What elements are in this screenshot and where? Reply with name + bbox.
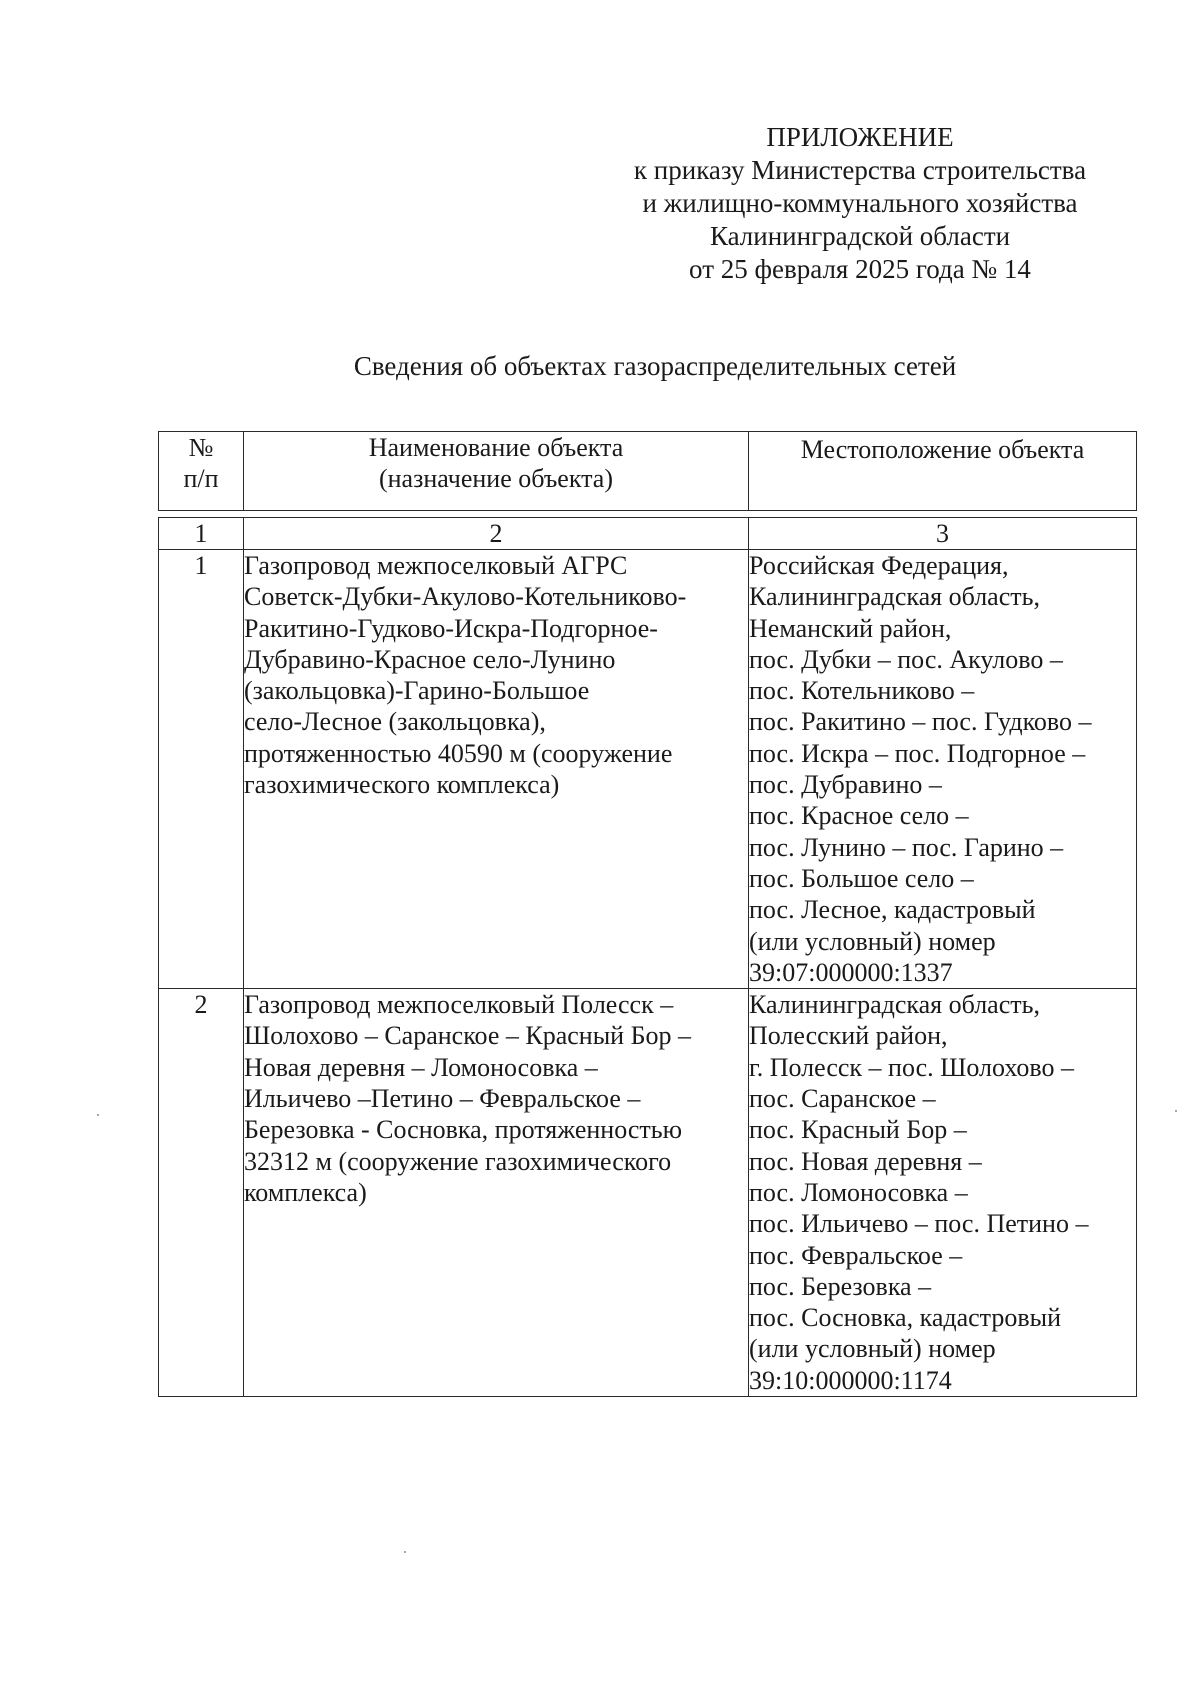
appendix-line: и жилищно-коммунального хозяйства <box>642 188 1078 218</box>
text-line: пос. Сосновка, кадастровый <box>749 1303 1062 1333</box>
text-line: Шолохово – Саранское – Красный Бор – <box>244 1021 692 1051</box>
column-number: 3 <box>749 518 1137 550</box>
text-line: пос. Дубки – пос. Акулово – <box>749 644 1063 674</box>
header-text: Наименование объекта <box>368 433 624 462</box>
text-line: 32312 м (сооружение газохимического <box>244 1146 672 1176</box>
appendix-title: ПРИЛОЖЕНИЕ <box>766 122 954 152</box>
column-number: 1 <box>159 518 244 550</box>
text-line: Ракитино-Гудково-Искра-Подгорное- <box>244 613 658 643</box>
text-line: протяженностью 40590 м (сооружение <box>244 738 673 768</box>
object-name <box>244 989 749 1397</box>
table-gap <box>159 511 1137 518</box>
appendix-date-line: от 25 февраля 2025 года № 14 <box>689 254 1031 284</box>
text-line: газохимического комплекса) <box>244 770 560 800</box>
header-text: (назначение объекта) <box>378 464 613 494</box>
scan-speck <box>97 1114 99 1116</box>
header-number <box>159 432 244 511</box>
text-line: Ильичево –Петино – Февральское – <box>244 1084 641 1114</box>
row-number: 2 <box>159 989 244 1397</box>
text-line: пос. Саранское – <box>749 1084 936 1114</box>
text-line: Калининградская область, <box>749 582 1040 612</box>
text-line: Российская Федерация, <box>749 551 1009 580</box>
text-line: пос. Красный Бор – <box>749 1115 967 1145</box>
table-header-row <box>159 432 1137 511</box>
text-line: комплекса) <box>244 1177 367 1207</box>
header-name <box>244 432 749 511</box>
table-row <box>159 550 1137 989</box>
text-line: Газопровод межпоселковый АГРС <box>244 551 628 580</box>
row-number: 1 <box>159 550 244 989</box>
text-line: Калининградская область, <box>749 990 1040 1020</box>
text-line: пос. Дубравино – <box>749 770 942 800</box>
text-line: пос. Ильичево – пос. Петино – <box>749 1209 1089 1239</box>
text-line: г. Полесск – пос. Шолохово – <box>749 1052 1074 1082</box>
text-line: пос. Красное село – <box>749 801 969 831</box>
object-location <box>749 989 1137 1397</box>
text-line: Дубравино-Красное село-Лунино <box>244 644 616 674</box>
text-line: пос. Большое село – <box>749 863 974 893</box>
text-line: Советск-Дубки-Акулово-Котельниково- <box>244 582 687 612</box>
appendix-line: к приказу Министерства строительства <box>633 155 1087 185</box>
scan-speck <box>404 1551 406 1553</box>
text-line: (или условный) номер <box>749 926 996 956</box>
document-title: Сведения об объектах газораспределительных сетей <box>353 351 957 381</box>
header-text: Местоположение объекта <box>800 435 1085 464</box>
text-line: Березовка - Сосновка, протяженностью <box>244 1115 683 1145</box>
cadastral-number: 39:07:000000:1337 <box>749 957 953 987</box>
column-number: 2 <box>244 518 749 550</box>
text-line: село-Лесное (закольцовка), <box>244 707 546 737</box>
text-line: пос. Лунино – пос. Гарино – <box>749 832 1064 862</box>
column-number-row <box>159 518 1137 550</box>
appendix-line: Калининградской области <box>709 221 1011 251</box>
text-line: (или условный) номер <box>749 1334 996 1364</box>
text-line: пос. Ломоносовка – <box>749 1177 968 1207</box>
appendix-header <box>600 121 1120 286</box>
header-text: п/п <box>183 464 219 494</box>
text-line: пос. Февральское – <box>749 1240 963 1270</box>
object-location <box>749 550 1137 989</box>
cadastral-number: 39:10:000000:1174 <box>749 1365 952 1395</box>
text-line: пос. Искра – пос. Подгорное – <box>749 738 1086 768</box>
text-line: пос. Новая деревня – <box>749 1146 982 1176</box>
text-line: Новая деревня – Ломоносовка – <box>244 1052 598 1082</box>
text-line: Газопровод межпоселковый Полесск – <box>244 990 674 1020</box>
table-row <box>159 989 1137 1397</box>
header-location <box>749 432 1137 511</box>
object-name <box>244 550 749 989</box>
text-line: (закольцовка)-Гарино-Большое <box>244 676 590 706</box>
header-text: № <box>188 433 214 462</box>
text-line: пос. Ракитино – пос. Гудково – <box>749 707 1092 737</box>
text-line: Неманский район, <box>749 613 952 643</box>
text-line: пос. Березовка – <box>749 1271 932 1301</box>
text-line: Полесский район, <box>749 1021 948 1051</box>
text-line: пос. Котельниково – <box>749 676 975 706</box>
scan-speck <box>1175 1110 1177 1112</box>
text-line: пос. Лесное, кадастровый <box>749 895 1036 925</box>
objects-table <box>158 431 1137 1397</box>
